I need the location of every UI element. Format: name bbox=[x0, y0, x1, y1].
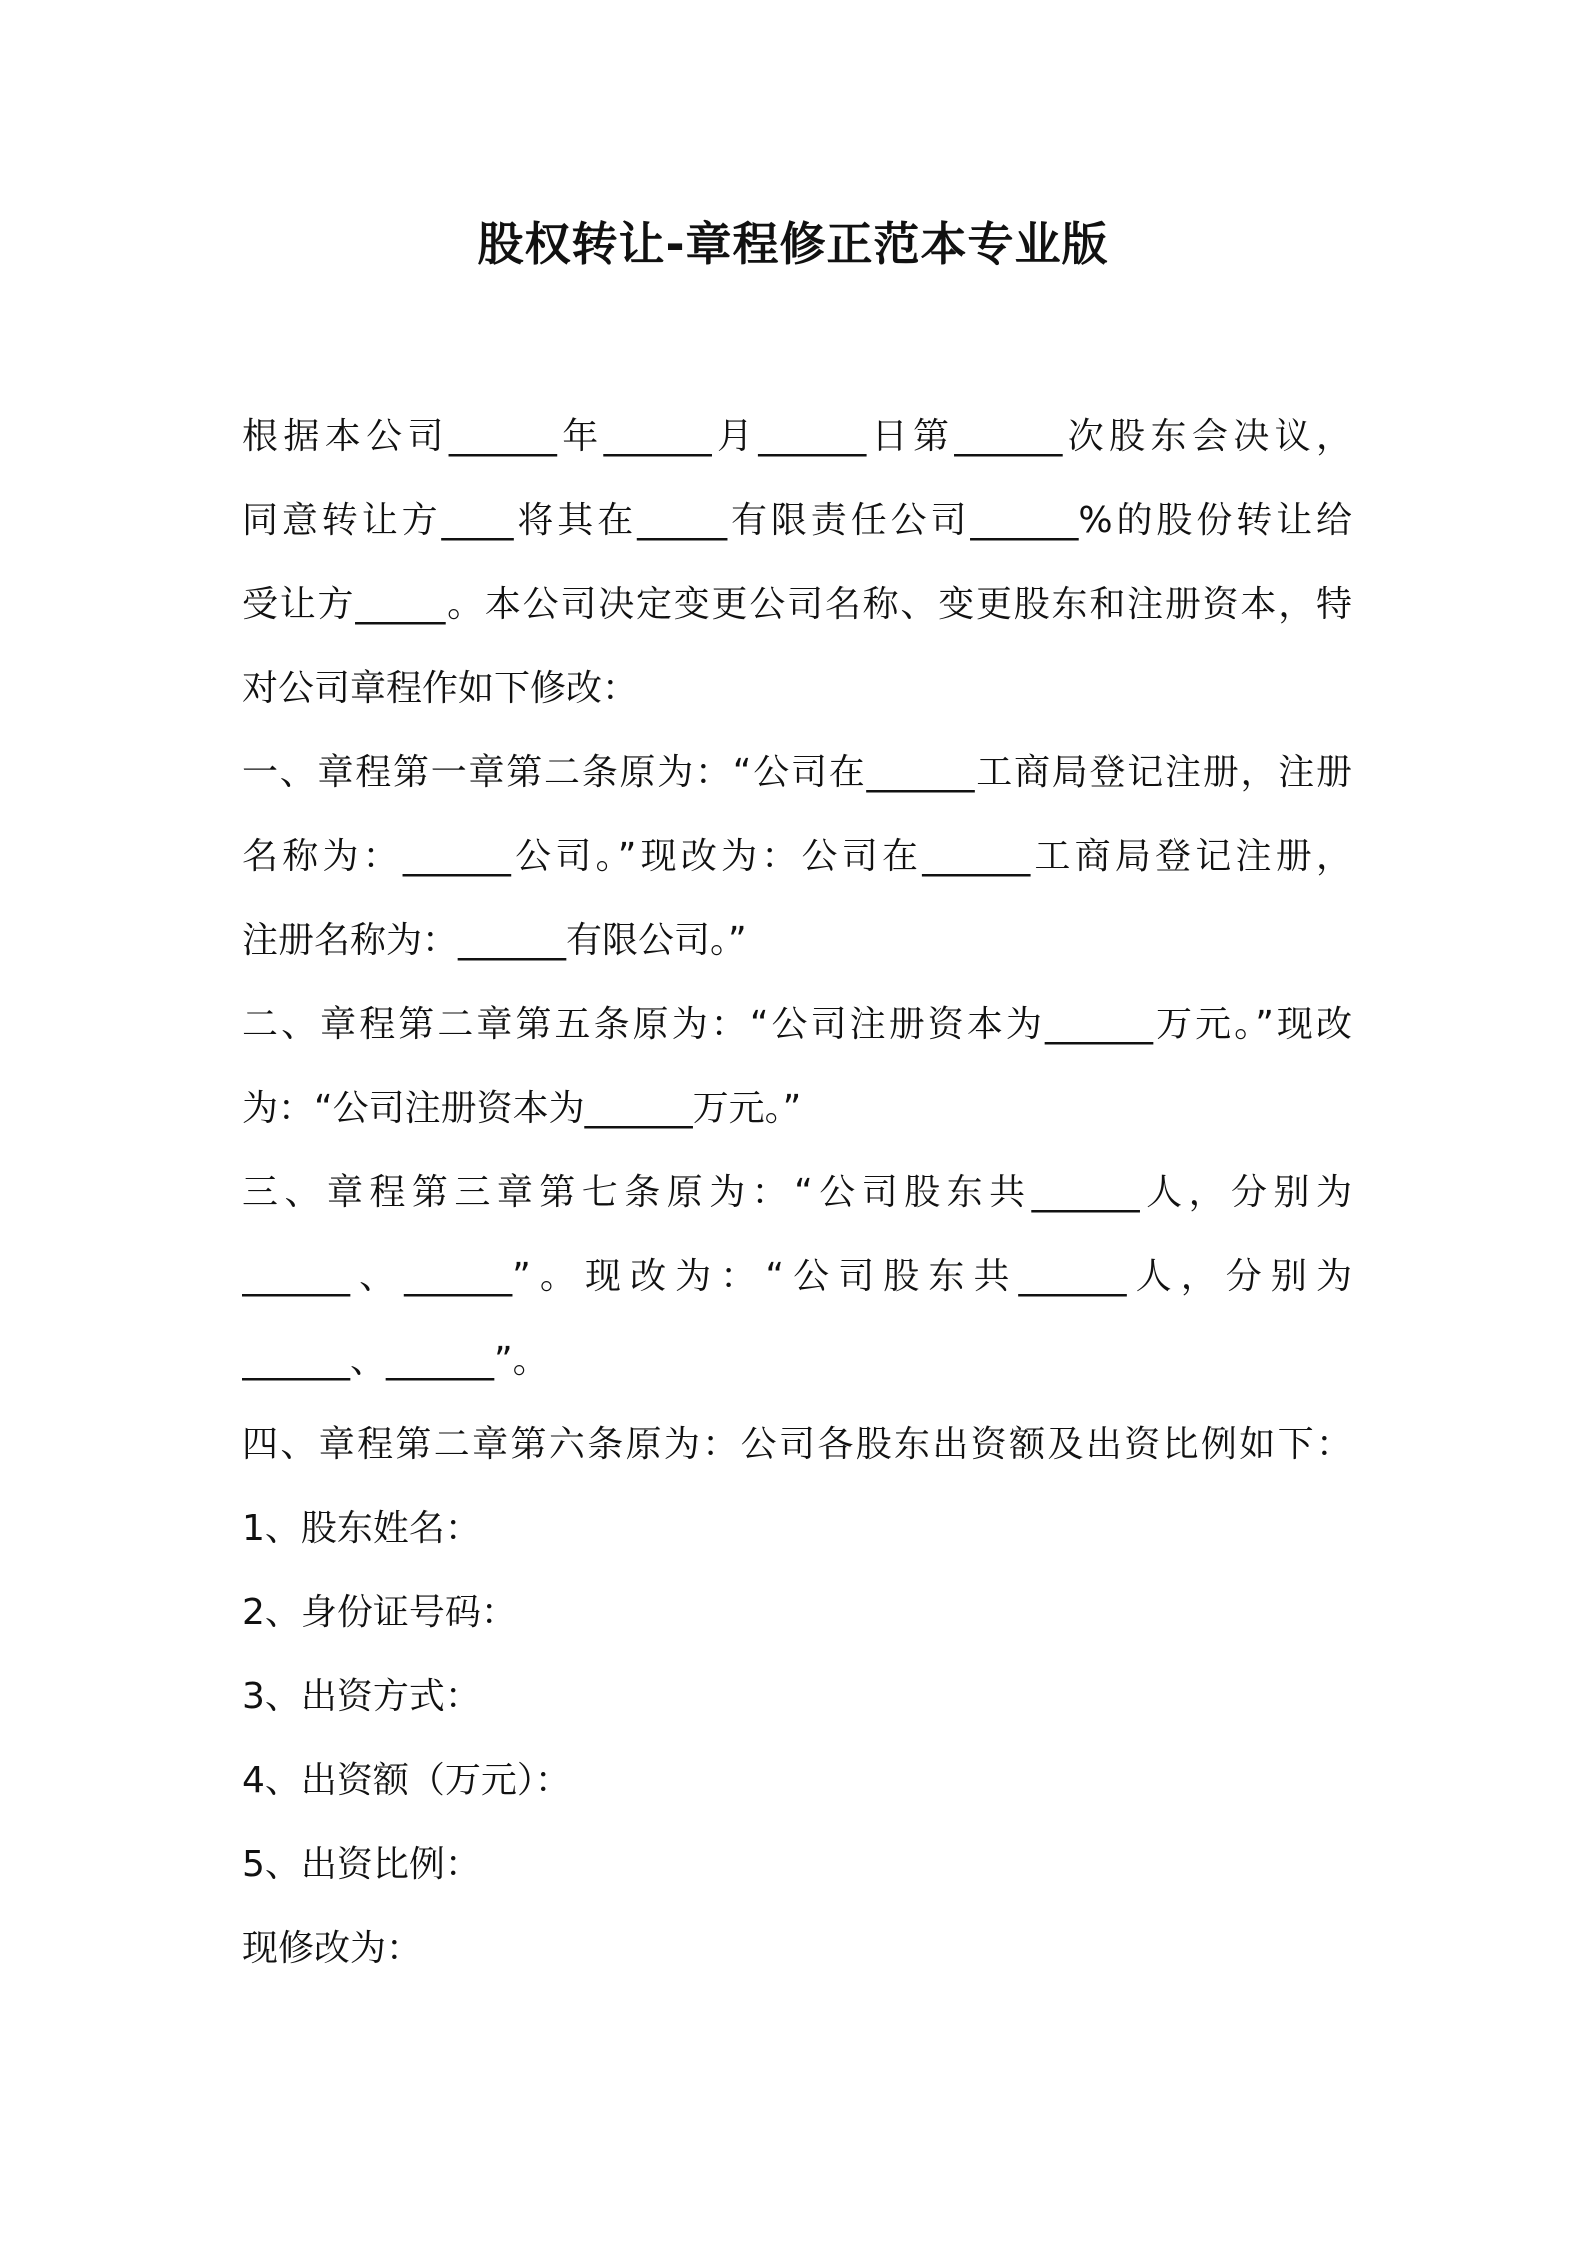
clause-line: 三、章程第三章第七条原为：“公司股东共______人，分别为 bbox=[242, 1172, 1352, 1213]
paragraph-line: 对公司章程作如下修改： bbox=[242, 668, 639, 709]
paragraph-line: 根据本公司______年______月______日第______次股东会决议， bbox=[242, 416, 1352, 457]
paragraph-line: 现修改为： bbox=[242, 1928, 423, 1969]
list-item: 1、股东姓名： bbox=[242, 1508, 481, 1549]
list-item: 3、出资方式： bbox=[242, 1676, 481, 1717]
paragraph-line: 同意转让方____将其在_____有限责任公司______%的股份转让给 bbox=[242, 500, 1352, 541]
clause-line: 四、章程第二章第六条原为：公司各股东出资额及出资比例如下： bbox=[242, 1424, 1352, 1465]
list-item: 4、出资额（万元）： bbox=[242, 1760, 571, 1801]
clause-line: 一、章程第一章第二条原为：“公司在______工商局登记注册，注册 bbox=[242, 752, 1352, 793]
clause-line: 注册名称为：______有限公司。” bbox=[242, 920, 747, 961]
paragraph-line: 受让方_____。本公司决定变更公司名称、变更股东和注册资本，特 bbox=[242, 584, 1352, 625]
list-item: 5、出资比例： bbox=[242, 1844, 481, 1885]
clause-line: 名称为：______公司。”现改为：公司在______工商局登记注册， bbox=[242, 836, 1352, 877]
clause-line: ______、______”。 bbox=[242, 1340, 549, 1381]
clause-line: 为：“公司注册资本为______万元。” bbox=[242, 1088, 802, 1129]
clause-line: ______、______”。现改为：“公司股东共______人，分别为 bbox=[242, 1256, 1352, 1297]
clause-line: 二、章程第二章第五条原为：“公司注册资本为______万元。”现改 bbox=[242, 1004, 1352, 1045]
list-item: 2、身份证号码： bbox=[242, 1592, 517, 1633]
document-title: 股权转让-章程修正范本专业版 bbox=[477, 217, 1109, 271]
